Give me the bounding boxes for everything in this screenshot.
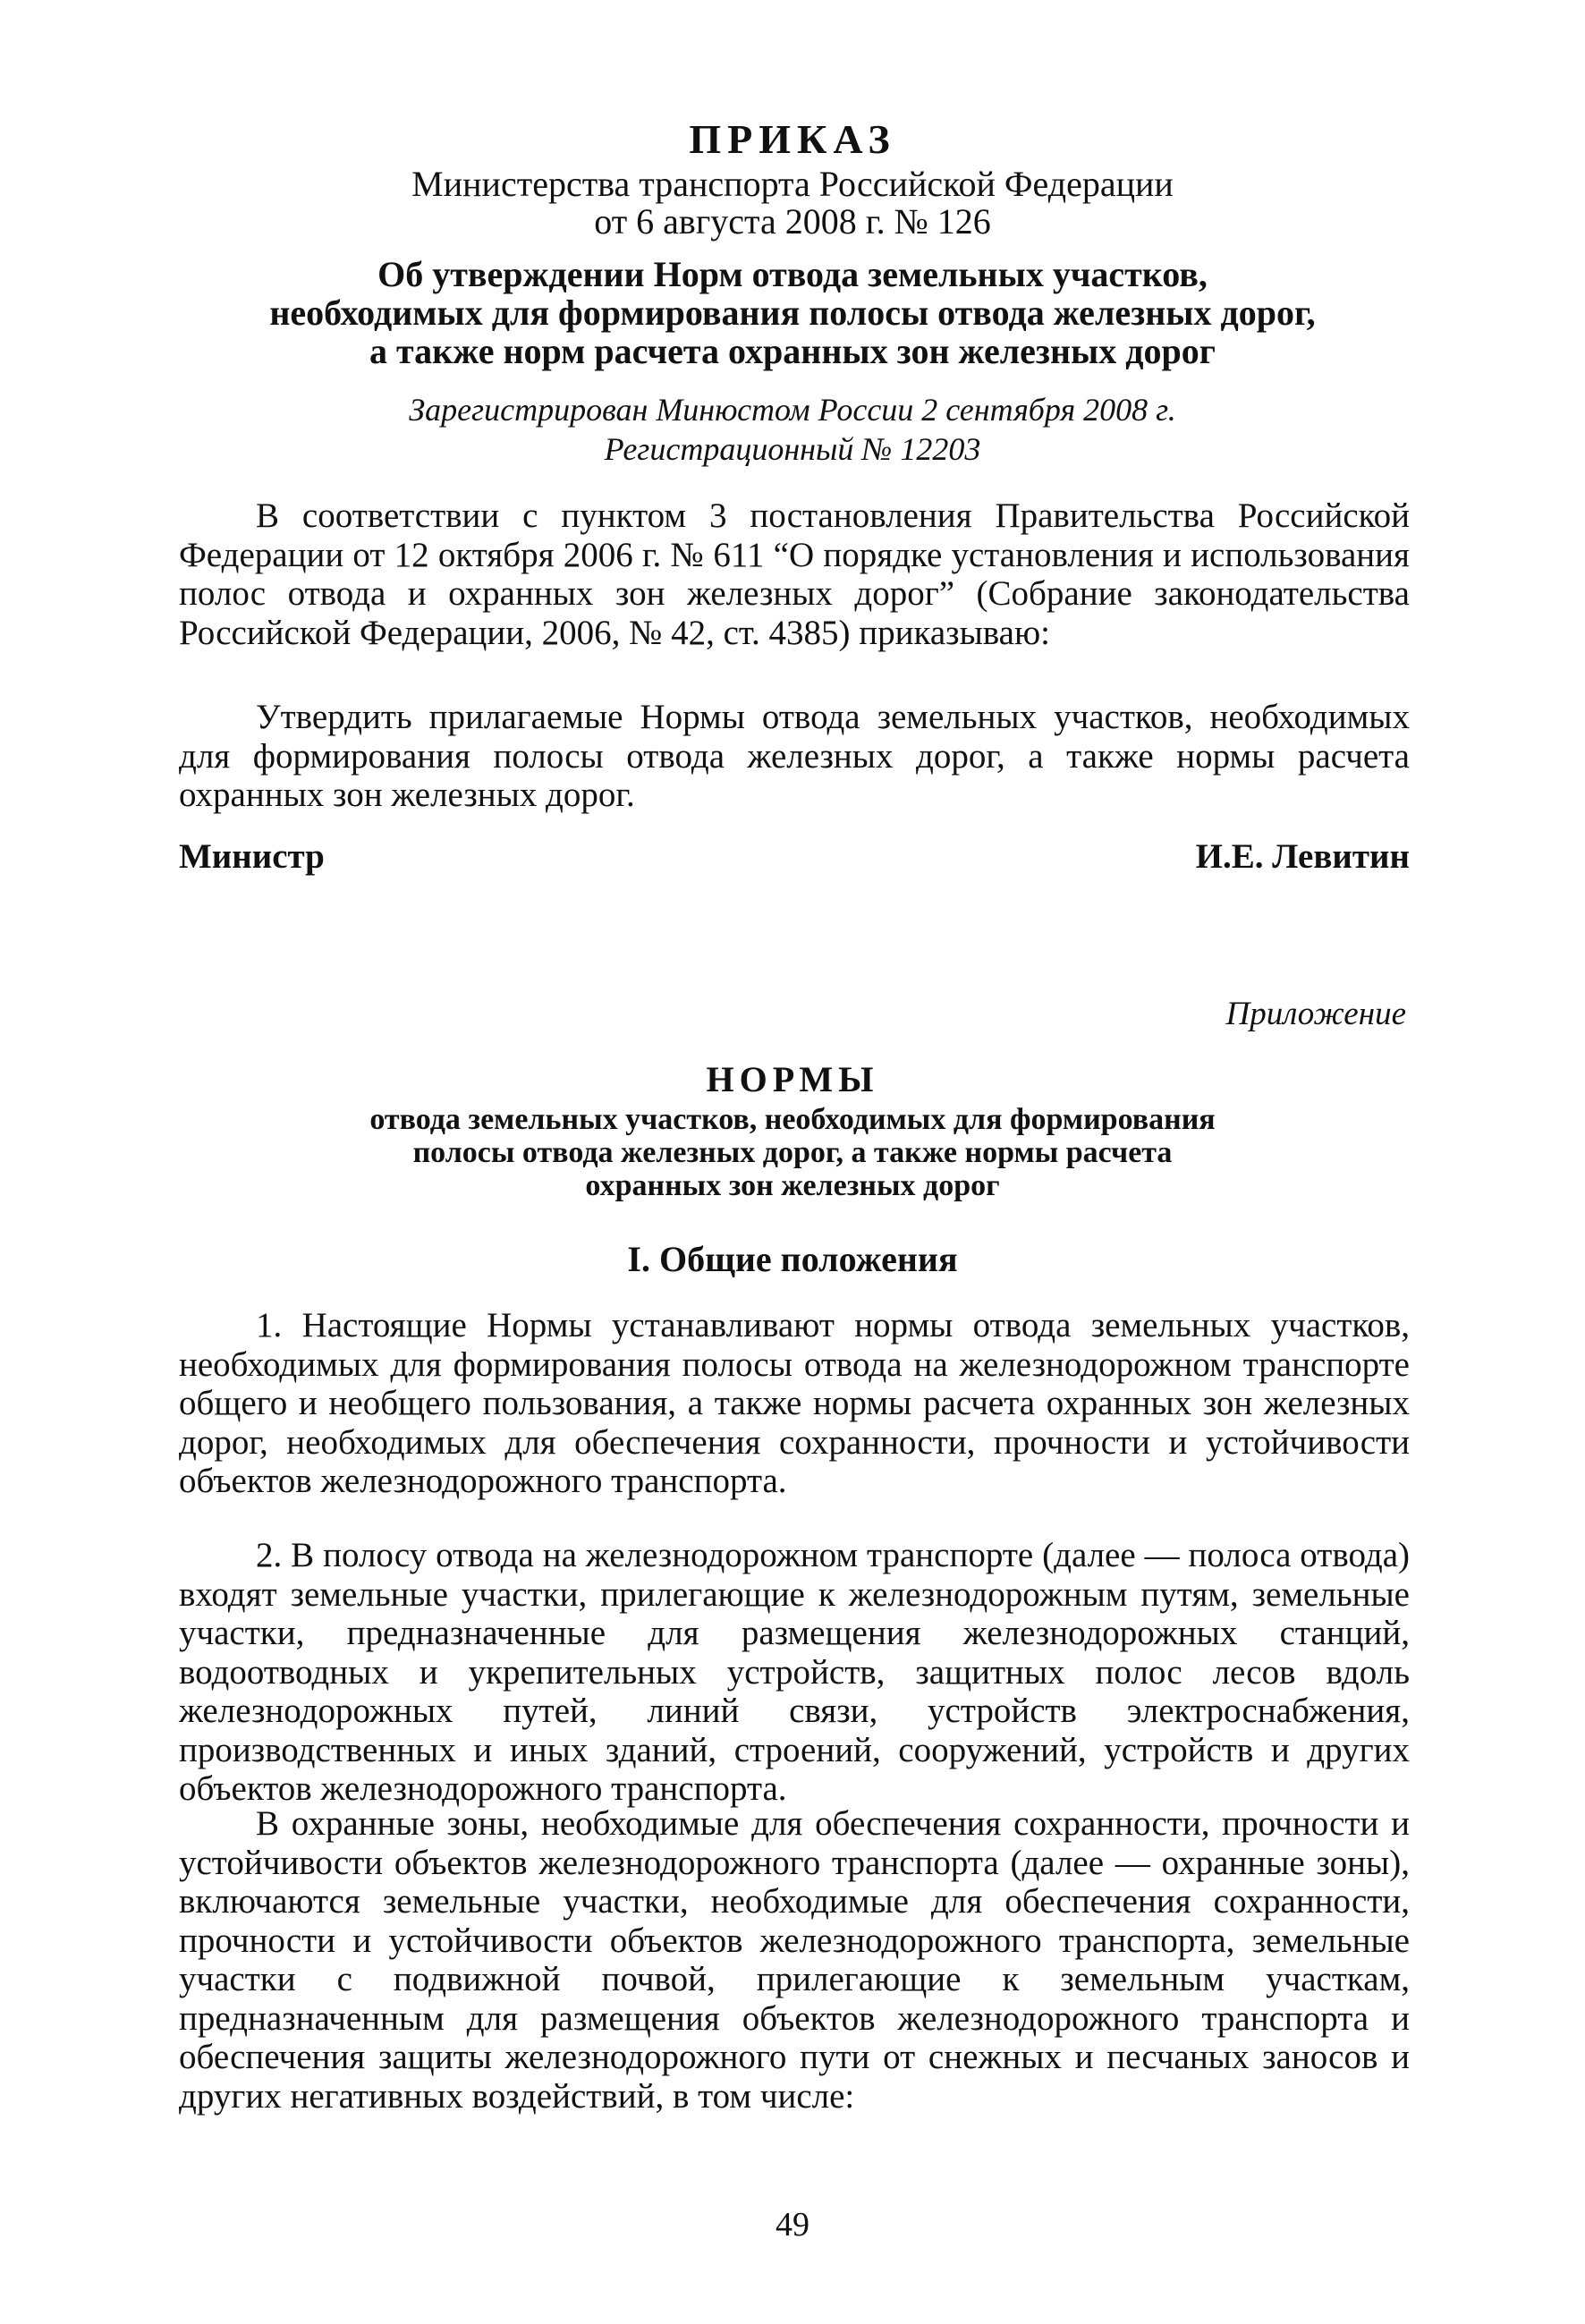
appendix-label: Приложение bbox=[1225, 996, 1406, 1032]
norms-paragraph-2: 2. В полосу отвода на железнодорожном транспорте (далее — полоса отвода) входят земельные участки, прилегающие к железнодорожным путям, земельные участки, предназначенные для размещения железнодорожных станций, водоотводных и укрепительных устройств, защитных полос лесов вдоль железнодорожных путей, линий связи, устройств электроснабжения, производственных и иных зданий, строений, сооружений, устройств и других объектов железнодорожного транспорта. bbox=[179, 1536, 1410, 1808]
preamble-paragraph: В соответствии с пунктом 3 постановления Правительства Российской Федерации от 12 октября 2006 г. № 611 “О порядке установления и использования полос отвода и охранных зон железных дорог” (Собрание законодательства Российской Федерации, 2006, № 42, ст. 4385) приказываю: bbox=[179, 496, 1410, 652]
registration-text: Зарегистрирован Минюстом России 2 сентября 2008 г. Регистрационный № 12203 bbox=[409, 392, 1176, 467]
norms-heading: НОРМЫ bbox=[706, 1059, 879, 1099]
order-date-number: от 6 августа 2008 г. № 126 bbox=[594, 201, 991, 242]
order-title bbox=[0, 255, 1585, 370]
signature-name: И.Е. Левитин bbox=[1195, 837, 1410, 876]
order-heading: ПРИКАЗ bbox=[689, 116, 896, 162]
section-title: I. Общие положения bbox=[627, 1239, 958, 1279]
ministry-line: Министерства транспорта Российской Федерации bbox=[411, 164, 1174, 204]
page-number: 49 bbox=[776, 2206, 809, 2243]
approve-paragraph: Утвердить прилагаемые Нормы отвода земельных участков, необходимых для формирования полосы отвода железных дорог, а также нормы расчета охранных зон железных дорог. bbox=[179, 698, 1410, 814]
signature-position: Министр bbox=[179, 837, 325, 876]
order-title-text: Об утверждении Норм отвода земельных участков, необходимых для формирования полосы отвода железных дорог, а также норм расчета охранных зон железных дорог bbox=[269, 254, 1316, 371]
norms-paragraph-3: В охранные зоны, необходимые для обеспечения сохранности, прочности и устойчивости объектов железнодорожного транспорта (далее — охранные зоны), включаются земельные участки, необходимые для обеспечения сохранности, прочности и устойчивости объектов железнодорожного транспорта, земельные участки с подвижной почвой, прилегающие к земельным участкам, предназначенным для размещения объектов железнодорожного транспорта и обеспечения защиты железнодорожного пути от снежных и песчаных заносов и других негативных воздействий, в том числе: bbox=[179, 1804, 1410, 2116]
norms-subtitle-text: отвода земельных участков, необходимых для формирования полосы отвода железных дорог, а также нормы расчета охранных зон железных дорог bbox=[369, 1103, 1216, 1202]
registration-note bbox=[0, 390, 1585, 469]
norms-paragraph-1: 1. Настоящие Нормы устанавливают нормы отвода земельных участков, необходимых для формирования полосы отвода на железнодорожном транспорте общего и необщего пользования, а также нормы расчета охранных зон железных дорог, необходимых для обеспечения сохранности, прочности и устойчивости объектов железнодорожного транспорта. bbox=[179, 1306, 1410, 1500]
norms-subtitle bbox=[0, 1103, 1585, 1202]
